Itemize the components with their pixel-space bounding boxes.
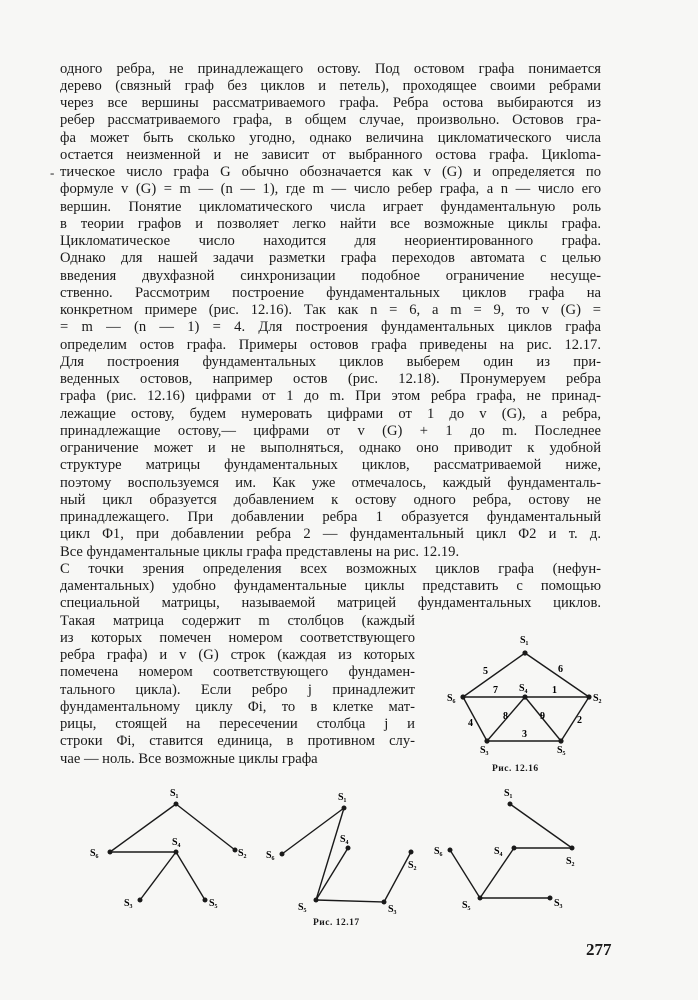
text-line: фа может быть сколько угодно, однако величина цикломатического числа: [60, 129, 601, 146]
vertex-s5: [558, 738, 563, 743]
svg-text:S₅: S₅: [462, 900, 471, 911]
text-line: веденных остовов, например остов (рис. 12.18). Пронумеруем ребра: [60, 371, 601, 387]
text-line: принадлежащего. При добавлении ребра 1 образуется фундаментальный: [60, 509, 601, 525]
text-line: дерево (связный граф без циклов и петель), проходящее своими ребрами: [60, 77, 601, 94]
svg-text:S₃: S₃: [388, 904, 397, 915]
vertex-label: S₃: [480, 745, 489, 756]
svg-text:S₂: S₂: [566, 856, 575, 867]
vertex-label: S₂: [593, 693, 602, 704]
vertex-s2: [586, 694, 591, 699]
svg-text:S₁: S₁: [504, 788, 513, 799]
svg-text:S₁: S₁: [338, 792, 347, 803]
margin-mark: -: [50, 165, 55, 180]
svg-text:S₁: S₁: [170, 788, 179, 799]
vertex-label: S₆: [447, 693, 456, 704]
vertex-label: S₅: [557, 745, 566, 756]
text-line: через все вершины рассматриваемого графа. Ребра остова выбираются из: [60, 95, 601, 111]
vertex-s4: [522, 694, 527, 699]
svg-text:S₃: S₃: [554, 898, 563, 909]
svg-text:S₄: S₄: [172, 837, 181, 848]
text-line: определим остов графа. Примеры остовов графа приведены на рис. 12.17.: [60, 336, 601, 353]
svg-text:S₂: S₂: [408, 860, 417, 871]
text-line: = m — (n — 1) = 4. Для построения фундаментальных циклов графа: [60, 319, 601, 336]
text-line: специальной матрицы, называемой матрицей фундаментальных циклов.: [60, 595, 601, 612]
figure-12-17-tree-3: [434, 790, 604, 920]
text-line: структуре матрицы фундаментальных циклов, рассматриваемой ниже,: [60, 457, 601, 474]
text-line: чае — ноль. Все возможные циклы графа: [60, 750, 318, 767]
text-line: формуле v (G) = m — (n — 1), где m — число ребер графа, а n — число его: [60, 181, 601, 198]
vertex-s6: [460, 694, 465, 699]
edge-label: 8: [503, 711, 508, 722]
figure-12-16-caption: Рис. 12.16: [492, 764, 539, 774]
text-line: введения двухфазной синхронизации подобное ограничение несуще-: [60, 267, 601, 284]
text-line: одного ребра, не принадлежащего остову. Под остовом графа понимается: [60, 60, 601, 77]
text-line: лежащие остову, будем нумеровать цифрами от 1 до v (G), а ребра,: [60, 405, 601, 422]
text-line: рицы, стоящей на пересечении столбца j и: [60, 716, 415, 732]
text-line: фундаментальному циклу Φi, то в клетке мат-: [60, 698, 415, 715]
text-line: Однако для нашей задачи разметки графа переходов автомата с целью: [60, 250, 601, 267]
figure-12-17-caption: Рис. 12.17: [313, 918, 360, 928]
text-line: Цикломатическое число находится для неориентированного графа.: [60, 233, 601, 249]
text-line: Такая матрица содержит m столбцов (каждый: [60, 612, 415, 629]
text-line: ный цикл образуется добавлением к остову одного ребра, остову не: [60, 491, 601, 508]
text-line: С точки зрения определения всех возможных циклов графа (нефун-: [60, 560, 601, 577]
text-line: тическое число графа G обычно обозначается как v (G) и определяется по -: [50, 164, 601, 180]
text-line: цикл Φ1, при добавлении ребра 2 — фундаментальный цикл Φ2 и т. д.: [60, 526, 601, 543]
edge-label: 1: [552, 685, 557, 696]
text-line: Все фундаментальные циклы графа представлены на рис. 12.19.: [60, 543, 460, 560]
text-line: тального цикла). Если ребро j принадлежит: [60, 681, 415, 698]
edge-label: 5: [483, 666, 488, 677]
text-line: ребра графа) и v (G) строк (каждая из которых: [60, 647, 415, 663]
edge-label: 7: [493, 685, 498, 696]
text-line: Для построения фундаментальных циклов выберем один из при-: [60, 353, 601, 370]
vertex-label: S₁: [520, 635, 529, 646]
svg-text:S₄: S₄: [340, 834, 349, 845]
figure-12-16-graph: [440, 625, 615, 755]
svg-text:S₆: S₆: [266, 850, 275, 861]
text-line: ребер рассматриваемого графа, в общем случае, произвольно. Остовов гра-: [60, 112, 601, 129]
text-line: ограничение может и не выполняться, однако оно приводит к удобной: [60, 440, 601, 456]
text-line: графа (рис. 12.16) цифрами от 1 до m. При этом ребра графа, не принад-: [60, 388, 601, 405]
svg-text:S₄: S₄: [494, 846, 503, 857]
svg-text:S₅: S₅: [209, 898, 218, 909]
text-line: поэтому воспользуемся им. Как уже отмечалось, каждый фундаменталь-: [60, 474, 601, 491]
edge-label: 3: [522, 729, 527, 740]
text-line: остается неизменной и не зависит от выбранного остова графа. Цикloma-: [60, 146, 601, 163]
svg-text:S₆: S₆: [434, 846, 443, 857]
figure-12-17-tree-1: [90, 790, 260, 920]
svg-text:S₃: S₃: [124, 898, 133, 909]
vertex-s3: [484, 738, 489, 743]
text-line: вершин. Понятие цикломатического числа играет фундаментальную роль: [60, 198, 601, 215]
svg-text:S₆: S₆: [90, 848, 99, 859]
vertex-s1: [522, 650, 527, 655]
text-line: из которых помечен номером соответствующего: [60, 629, 415, 646]
edge-label: 4: [468, 718, 473, 729]
edge-label: 6: [558, 664, 563, 675]
svg-text:S₅: S₅: [298, 902, 307, 913]
text-line: строки Φi, ставится единица, в противном слу-: [60, 733, 415, 750]
edge-label: 9: [540, 711, 545, 722]
vertex-label: S₄: [519, 683, 528, 694]
text-line: помечена номером соответствующего фундамен-: [60, 664, 415, 681]
text-line: ственно. Рассмотрим построение фундаментальных циклов графа на: [60, 284, 601, 301]
text-line: конкретном примере (рис. 12.16). Так как n = 6, а m = 9, то v (G) =: [60, 302, 601, 318]
figure-12-17-tree-2: [266, 790, 436, 920]
text-line: принадлежащие остову,— цифрами от v (G) + 1 до m. Последнее: [60, 422, 601, 439]
svg-text:S₂: S₂: [238, 848, 247, 859]
text-line: в теории графов и позволяет легко найти все возможные циклы графа.: [60, 215, 601, 232]
page-number: 277: [586, 940, 612, 959]
edge-label: 2: [577, 715, 582, 726]
text-line: даментальных) удобно фундаментальные циклы представить с помощью: [60, 578, 601, 594]
